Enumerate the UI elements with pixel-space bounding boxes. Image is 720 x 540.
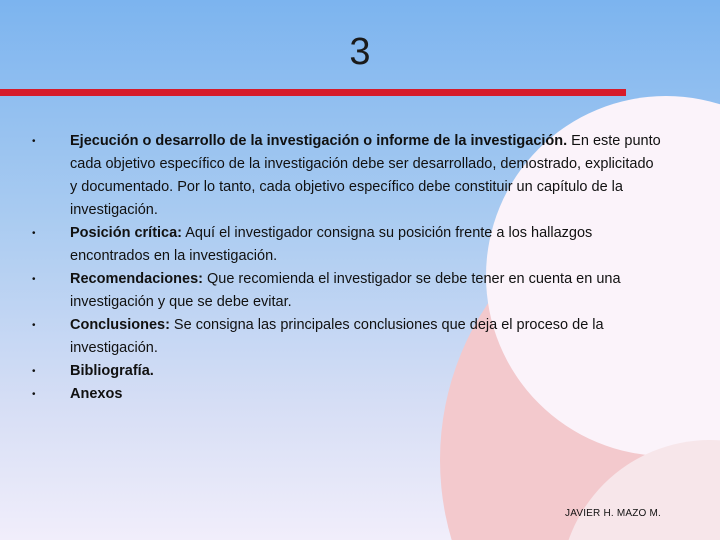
- bullet-icon: •: [32, 228, 36, 239]
- bullet-item: [32, 268, 662, 314]
- bullet-item: [32, 360, 662, 383]
- bullet-list: [32, 130, 662, 406]
- bullet-heading: Anexos: [70, 386, 123, 402]
- bullet-icon: •: [32, 136, 36, 147]
- bullet-heading: Ejecución o desarrollo de la investigación o informe de la investigación.: [70, 133, 568, 149]
- bullet-heading: Conclusiones:: [70, 317, 170, 333]
- bullet-item: [32, 130, 662, 222]
- title-rule: [0, 89, 626, 96]
- bullet-item: [32, 314, 662, 360]
- bullet-text: Que recomienda el investigador se debe tener en cuenta en una investigación y que se debe evitar.: [70, 271, 621, 310]
- slide-title: 3: [349, 31, 371, 73]
- bullet-text: Aquí el investigador consigna su posición frente a los hallazgos encontrados en la investigación.: [70, 225, 593, 264]
- bullet-icon: •: [32, 274, 36, 285]
- bullet-item: [32, 222, 662, 268]
- bullet-heading: Posición crítica:: [70, 225, 183, 241]
- bullet-text: Se consigna las principales conclusiones que deja el proceso de la investigación.: [70, 317, 604, 356]
- bullet-icon: •: [32, 320, 36, 331]
- bullet-item: [32, 383, 662, 406]
- bullet-heading: Bibliografía.: [70, 363, 154, 379]
- bullet-icon: •: [32, 366, 36, 377]
- bullet-icon: •: [32, 389, 36, 400]
- footer-author: JAVIER H. MAZO M.: [565, 508, 661, 519]
- bullet-text: En este punto cada objetivo específico de la investigación debe ser desarrollado, demostrado, explicitado y documentado. Por lo tanto, cada objetivo específico debe constituir un capítulo de la investigación.: [70, 133, 661, 218]
- bullet-heading: Recomendaciones:: [70, 271, 203, 287]
